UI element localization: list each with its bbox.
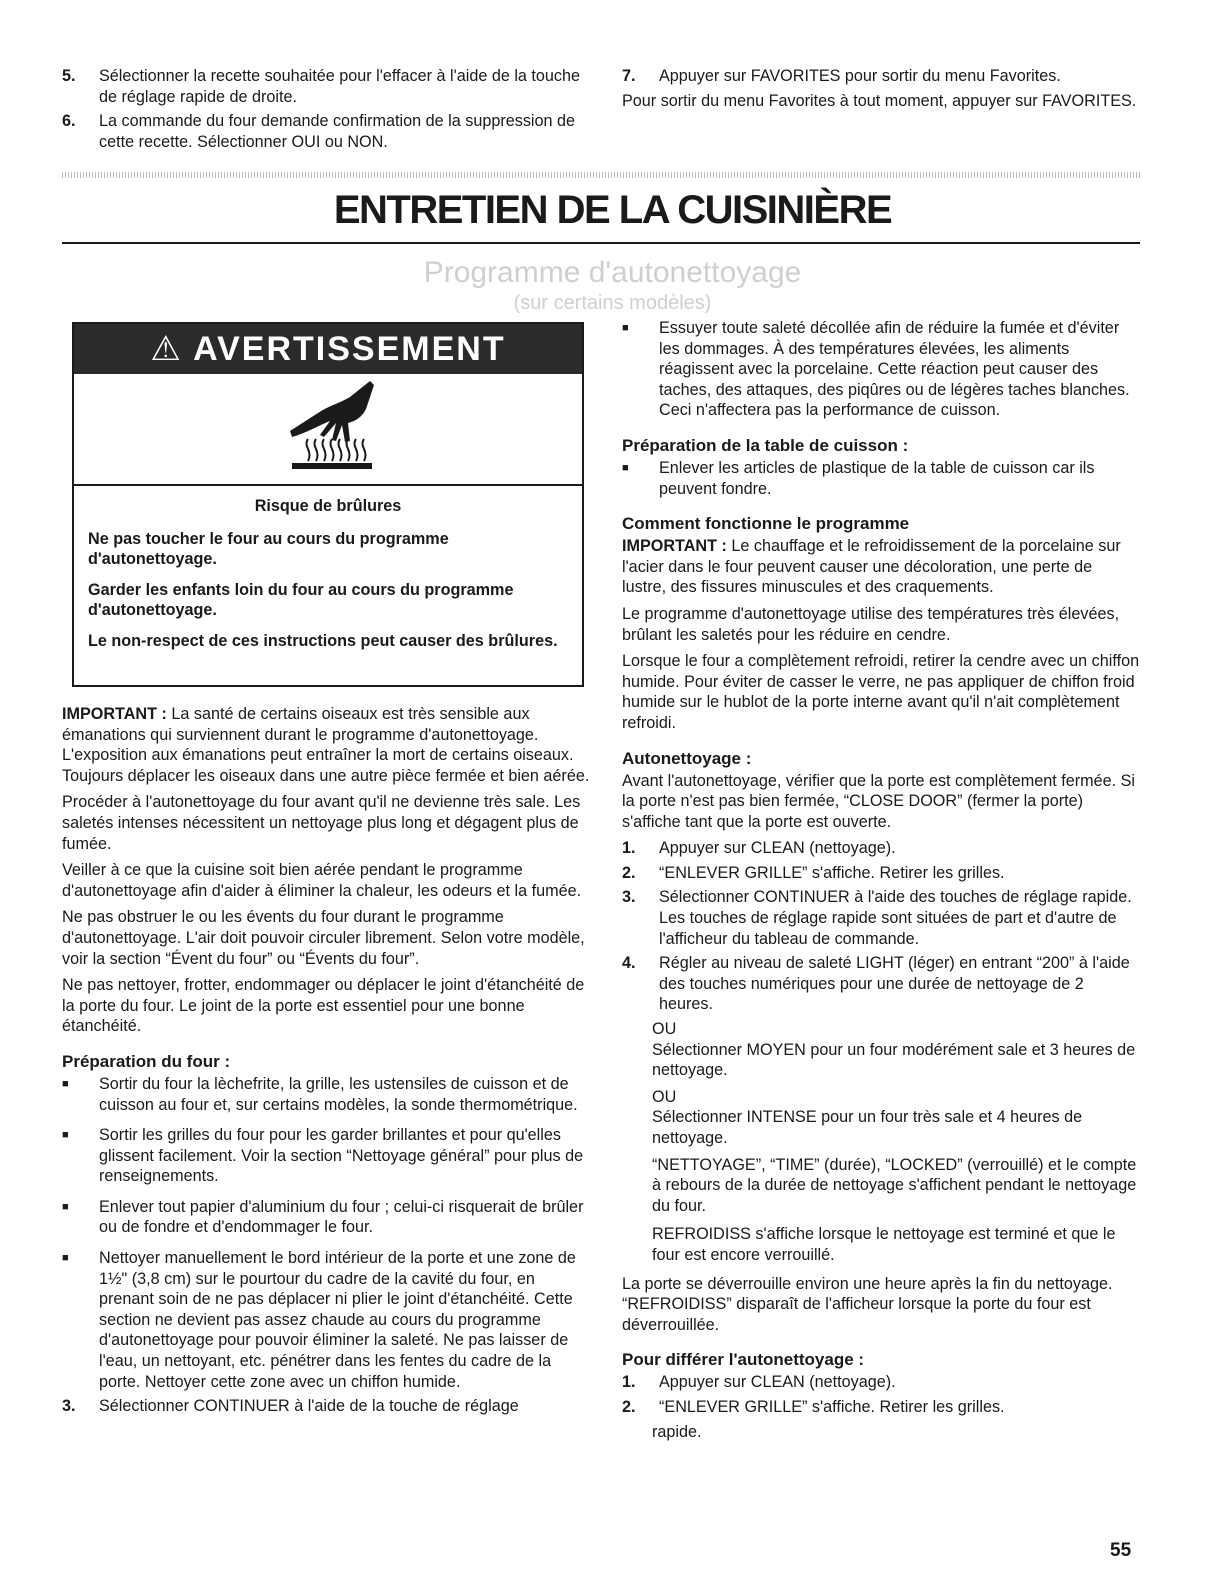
bullet-icon: ■: [622, 322, 629, 334]
delay-clean-heading: Pour différer l'autonettoyage :: [622, 1350, 865, 1370]
step-text: Régler au niveau de saleté LIGHT (léger) en entrant “200” à l'aide des touches numériques pour une durée de nettoyage de 2 heures.: [659, 954, 1130, 1014]
oven-prep-heading: Préparation du four :: [62, 1051, 231, 1071]
important-text: La santé de certains oiseaux est très sensible aux émanations qui surviennent durant le programme d'autonettoyage. L'exposition aux émanations peut entraîner la mort de certains oiseaux. Toujours déplacer les oiseaux dans une autre pièce fermée et bien aérée.: [62, 705, 590, 785]
list-item: [62, 1248, 590, 1392]
right-column: [622, 318, 1140, 1442]
step-2: [622, 863, 1140, 884]
bullet-text: Enlever tout papier d'aluminium du four ; celui-ci risquerait de brûler ou de fondre et d'endommager le four.: [99, 1197, 584, 1237]
self-clean-intro: Avant l'autonettoyage, vérifier que la porte est complètement fermée. Si la porte n'est pas bien fermée, “CLOSE DOOR” (fermer la porte) s'affiche tant que la porte est ouverte.: [622, 771, 1135, 831]
bullet-icon: ■: [622, 461, 629, 474]
delay-step-2: [622, 1397, 1140, 1418]
bullet-text: Nettoyer manuellement le bord intérieur de la porte et une zone de 1½" (3,8 cm) sur le pourtour du cadre de la cavité du four, en prenant soin de ne pas déplacer ni plier le joint d'étanchéité. Cette section ne devient pas assez chaude au cours du programme d'autonettoyage pour pouvoir éliminer la saleté. Ne pas laisser de l'eau, un nettoyant, etc. pénétrer dans les fentes du cadre de la porte. Nettoyer cette zone avec un chiffon humide.: [99, 1249, 576, 1391]
top-left-steps: [62, 66, 590, 156]
body-para: Procéder à l'autonettoyage du four avant qu'il ne devienne très sale. Les saletés intenses nécessitent un nettoyage plus long et dégagent plus de fumée.: [62, 793, 581, 853]
step-5: [62, 66, 590, 107]
unlock-para: La porte se déverrouille environ une heure après la fin du nettoyage. “REFROIDISS” disparaît de l'afficheur lorsque la porte du four est déverrouillée.: [622, 1274, 1113, 1334]
warning-header: [74, 324, 582, 374]
important-label: IMPORTANT :: [622, 537, 727, 556]
step-text: “ENLEVER GRILLE” s'affiche. Retirer les grilles.: [659, 863, 1005, 882]
step-6: [62, 111, 590, 152]
body-para: Ne pas obstruer le ou les évents du four durant le programme d'autonettoyage. L'air doit pouvoir circuler librement. Selon votre modèle, voir la section “Évent du four” ou “Évents du four”.: [62, 908, 585, 968]
top-right-steps: [622, 66, 1140, 117]
step-number: 4.: [622, 954, 636, 973]
bullet-icon: ■: [62, 1129, 69, 1142]
step-text: Appuyer sur CLEAN (nettoyage).: [659, 839, 896, 858]
birds-important-para: [62, 704, 590, 786]
warning-separator: [74, 484, 582, 486]
step-number: 2.: [622, 1397, 636, 1416]
step-text: Appuyer sur FAVORITES pour sortir du menu Favorites.: [659, 67, 1061, 85]
bullet-text: Sortir les grilles du four pour les garder brillantes et pour qu'elles glissent facilement. Voir la section “Nettoyage général” pour plus de renseignements.: [99, 1126, 584, 1186]
important-text: Le chauffage et le refroidissement de la porcelaine sur l'acier dans le four peuvent causer une décoloration, une perte de lustre, des fissures minuscules et des craquements.: [622, 537, 1121, 597]
body-para: Lorsque le four a complètement refroidi, retirer la cendre avec un chiffon humide. Pour éviter de casser le verre, ne pas appliquer de chiffon froid humide sur le hublot de la porte interne avant qu'il n'ait complètement refroidi.: [622, 652, 1140, 732]
title-rule: [62, 242, 1140, 244]
favorites-exit-para: Pour sortir du menu Favorites à tout moment, appuyer sur FAVORITES.: [622, 91, 1137, 110]
body-para: Le programme d'autonettoyage utilise des températures très élevées, brûlant les saletés pour les réduire en cendre.: [622, 604, 1120, 644]
step-3: [62, 1396, 590, 1417]
bullet-text: Sortir du four la lèchefrite, la grille, les ustensiles de cuisson et de cuisson au four et, sur certains modèles, la sonde thermométrique.: [99, 1074, 578, 1114]
step-number: 3.: [62, 1397, 76, 1416]
step4-note: REFROIDISS s'affiche lorsque le nettoyage est terminé et que le four est encore verrouillé.: [652, 1225, 1116, 1264]
bullet-text: Enlever les articles de plastique de la table de cuisson car ils peuvent fondre.: [659, 458, 1095, 498]
step-text: La commande du four demande confirmation de la suppression de cette recette. Sélectionner OUI ou NON.: [99, 112, 576, 151]
list-item: [622, 318, 1140, 421]
warning-line: Le non-respect de ces instructions peut causer des brûlures.: [88, 631, 558, 650]
step-number: 1.: [622, 1373, 636, 1392]
option-text: Sélectionner MOYEN pour un four modérément sale et 3 heures de nettoyage.: [652, 1040, 1136, 1080]
step4-option: [652, 1019, 1140, 1081]
page-title: ENTRETIEN DE LA CUISINIÈRE: [333, 188, 892, 232]
step-number: 2.: [622, 863, 636, 882]
step-7: [622, 66, 1140, 87]
important-label: IMPORTANT :: [62, 705, 167, 723]
delay-step-1: [622, 1372, 1140, 1393]
warning-body: [88, 496, 568, 662]
list-item: [62, 1125, 590, 1187]
step-number: 3.: [622, 888, 636, 907]
step4-option: [652, 1087, 1140, 1149]
bullet-icon: ■: [62, 1077, 69, 1090]
list-item: [62, 1197, 590, 1238]
warning-risk: Risque de brûlures: [254, 497, 402, 515]
list-item: [62, 1074, 590, 1115]
cooktop-prep-heading: Préparation de la table de cuisson :: [622, 435, 909, 455]
step-text: Sélectionner CONTINUER à l'aide des touches de réglage rapide. Les touches de réglage rapide sont situées de part et d'autre de l'afficheur du tableau de commande.: [659, 888, 1132, 948]
page-number: 55: [1110, 1540, 1132, 1561]
step-text: “ENLEVER GRILLE” s'affiche. Retirer les grilles.: [659, 1397, 1005, 1416]
section-title: Programme d'autonettoyage: [423, 256, 802, 289]
or-label: OU: [652, 1020, 677, 1039]
step-number: 1.: [622, 839, 636, 858]
body-para: Veiller à ce que la cuisine soit bien aérée pendant le programme d'autonettoyage afin d'aider à éliminer la chaleur, les odeurs et la fumée.: [62, 861, 582, 900]
body-para: Ne pas nettoyer, frotter, endommager ou déplacer le joint d'étanchéité de la porte du four. Le joint de la porte est essentiel pour une bonne étanchéité.: [62, 976, 585, 1036]
bullet-icon: ■: [62, 1200, 69, 1213]
step-4: [622, 953, 1140, 1015]
bullet-icon: ■: [62, 1252, 69, 1265]
step-1: [622, 838, 1140, 859]
step-text: Appuyer sur CLEAN (nettoyage).: [659, 1373, 896, 1392]
warning-line: Ne pas toucher le four au cours du programme d'autonettoyage.: [88, 529, 449, 569]
or-label: OU: [652, 1087, 677, 1106]
left-column: [62, 704, 590, 1421]
burn-hazard-hand-icon: [278, 379, 384, 471]
step4-note: “NETTOYAGE”, “TIME” (durée), “LOCKED” (verrouillé) et le compte à rebours de la durée de nettoyage s'affichent pendant le nettoyage du four.: [652, 1155, 1137, 1215]
step-3: [622, 887, 1140, 949]
how-it-works-heading: Comment fonctionne le programme: [622, 514, 910, 534]
delay-trailing: rapide.: [652, 1422, 702, 1441]
bullet-text: Essuyer toute saleté décollée afin de réduire la fumée et d'éviter les dommages. À des températures élevées, les aliments réagissent avec la porcelaine. Cette réaction peut causer des taches, des attaques, des piqûres ou de légères taches blanches. Ceci n'affectera pas la performance de cuisson.: [659, 319, 1130, 420]
step-text: Sélectionner CONTINUER à l'aide de la touche de réglage: [99, 1397, 519, 1416]
warning-box: [72, 322, 584, 687]
list-item: [622, 458, 1140, 499]
dotted-divider: [62, 172, 1140, 178]
step-number: 7.: [622, 67, 636, 85]
self-clean-heading: Autonettoyage :: [622, 748, 752, 768]
warning-line: Garder les enfants loin du four au cours du programme d'autonettoyage.: [88, 580, 514, 620]
section-subtitle: (sur certains modèles): [513, 292, 712, 314]
step-text: Sélectionner la recette souhaitée pour l'effacer à l'aide de la touche de réglage rapide de droite.: [99, 67, 581, 106]
step-number: 6.: [62, 112, 76, 131]
step-number: 5.: [62, 67, 76, 85]
how-important-para: [622, 536, 1140, 598]
option-text: Sélectionner INTENSE pour un four très sale et 4 heures de nettoyage.: [652, 1108, 1083, 1147]
warning-header-label: ⚠ AVERTISSEMENT: [150, 330, 506, 368]
